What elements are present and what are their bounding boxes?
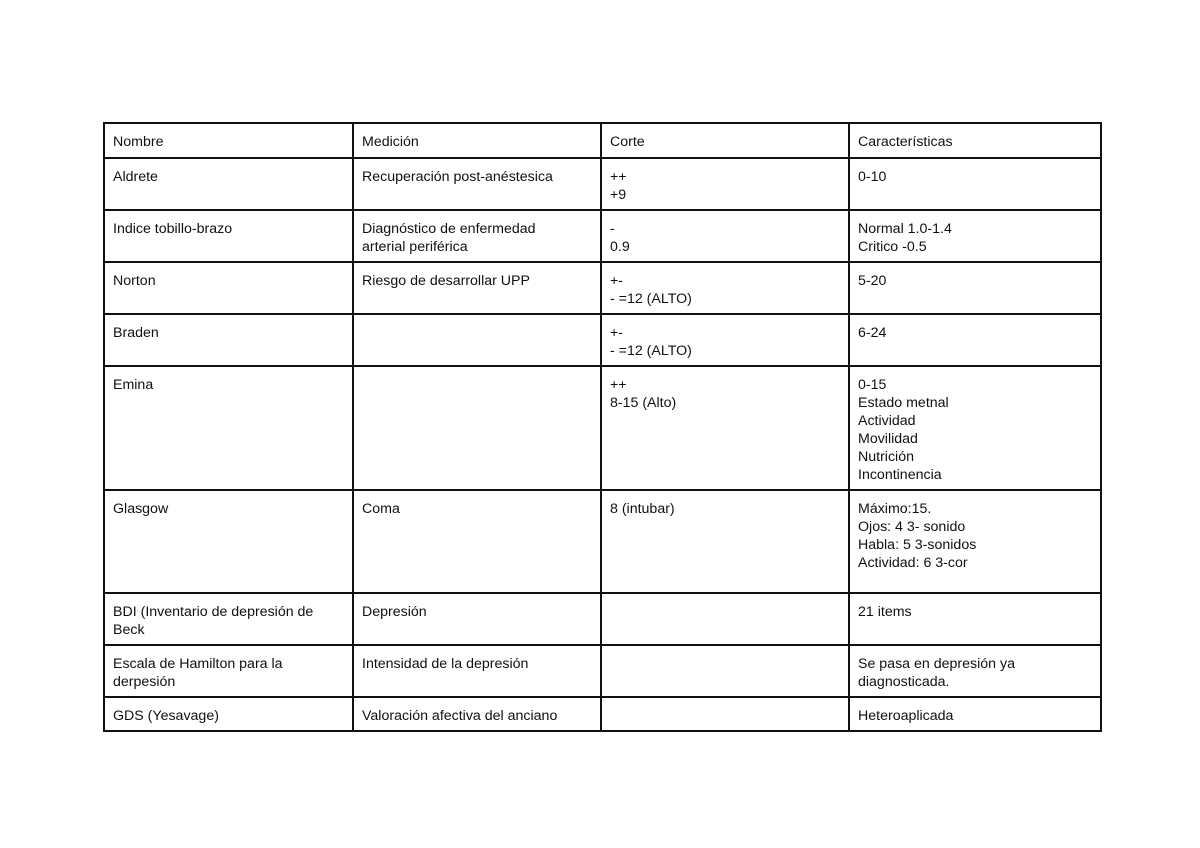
cell-caracteristicas: Normal 1.0-1.4 Critico -0.5: [849, 210, 1101, 262]
cell-nombre: GDS (Yesavage): [104, 697, 353, 731]
cell-corte: ++ 8-15 (Alto): [601, 366, 849, 490]
table-row: [104, 210, 1101, 262]
scales-table: [103, 122, 1102, 732]
header-nombre: Nombre: [104, 123, 353, 158]
cell-medicion: Coma: [353, 490, 601, 593]
cell-medicion: Intensidad de la depresión: [353, 645, 601, 697]
cell-caracteristicas: Se pasa en depresión ya diagnosticada.: [849, 645, 1101, 697]
cell-medicion: Diagnóstico de enfermedad arterial periférica: [353, 210, 601, 262]
cell-caracteristicas: 0-15 Estado metnal Actividad Movilidad Nutrición Incontinencia: [849, 366, 1101, 490]
cell-corte: [601, 593, 849, 645]
cell-corte: +- - =12 (ALTO): [601, 262, 849, 314]
cell-medicion: Valoración afectiva del anciano: [353, 697, 601, 731]
cell-caracteristicas: Heteroaplicada: [849, 697, 1101, 731]
cell-medicion: [353, 314, 601, 366]
cell-caracteristicas: 6-24: [849, 314, 1101, 366]
header-corte: Corte: [601, 123, 849, 158]
cell-corte: 8 (intubar): [601, 490, 849, 593]
table-header-row: [104, 123, 1101, 158]
table-row: [104, 697, 1101, 731]
cell-corte: [601, 697, 849, 731]
cell-caracteristicas: 0-10: [849, 158, 1101, 210]
cell-caracteristicas: Máximo:15. Ojos: 4 3- sonido Habla: 5 3-sonidos Actividad: 6 3-cor: [849, 490, 1101, 593]
cell-nombre: Emina: [104, 366, 353, 490]
table-row: [104, 593, 1101, 645]
header-medicion: Medición: [353, 123, 601, 158]
cell-nombre: BDI (Inventario de depresión de Beck: [104, 593, 353, 645]
cell-corte: +- - =12 (ALTO): [601, 314, 849, 366]
table-row: [104, 490, 1101, 593]
table-row: [104, 366, 1101, 490]
cell-nombre: Indice tobillo-brazo: [104, 210, 353, 262]
cell-nombre: Braden: [104, 314, 353, 366]
table-row: [104, 314, 1101, 366]
cell-corte: [601, 645, 849, 697]
cell-medicion: Recuperación post-anéstesica: [353, 158, 601, 210]
cell-medicion: [353, 366, 601, 490]
cell-caracteristicas: 21 items: [849, 593, 1101, 645]
cell-nombre: Escala de Hamilton para la derpesión: [104, 645, 353, 697]
table-row: [104, 262, 1101, 314]
cell-nombre: Norton: [104, 262, 353, 314]
cell-nombre: Glasgow: [104, 490, 353, 593]
cell-corte: - 0.9: [601, 210, 849, 262]
cell-caracteristicas: 5-20: [849, 262, 1101, 314]
table-row: [104, 645, 1101, 697]
cell-medicion: Riesgo de desarrollar UPP: [353, 262, 601, 314]
cell-medicion: Depresión: [353, 593, 601, 645]
table-row: [104, 158, 1101, 210]
cell-corte: ++ +9: [601, 158, 849, 210]
cell-nombre: Aldrete: [104, 158, 353, 210]
header-caracteristicas: Características: [849, 123, 1101, 158]
